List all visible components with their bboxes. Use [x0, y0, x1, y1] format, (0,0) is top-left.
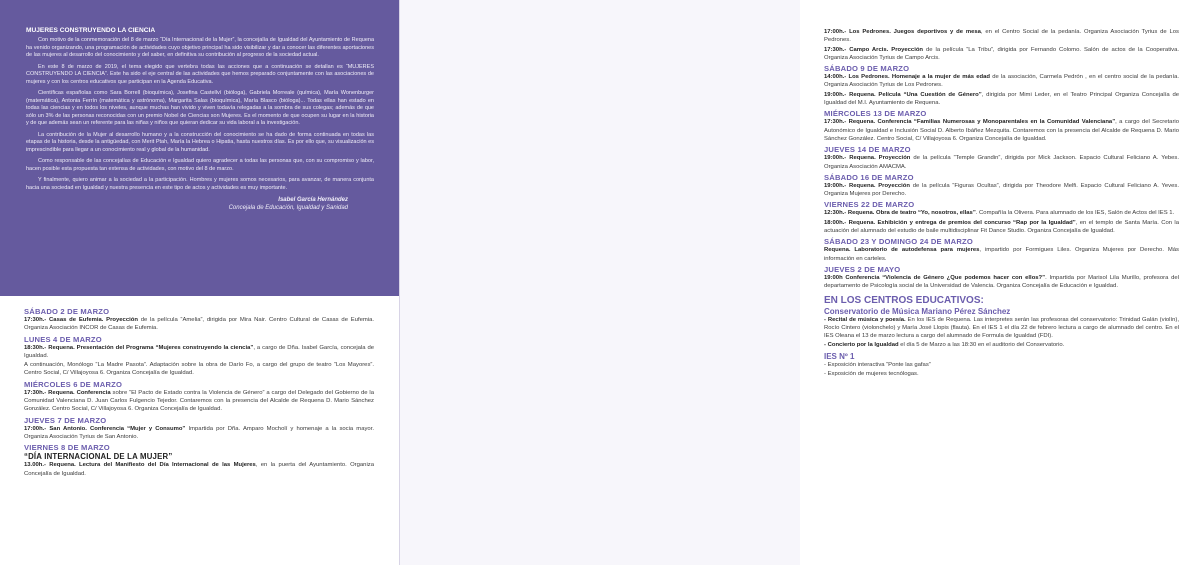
event-highlight: Requena. Laboratorio de autodefensa para mujeres — [824, 247, 980, 254]
intro-paragraph: Científicas españolas como Sara Borrell (bioquímica), Josefina Castellví (bióloga), Gabriela Morreale (química), María Wonenburger (matemática), Antonia Ferrín (matemática y astrónoma), Margarita Salas (bioquímica), María Blasco (bióloga)... Todas ellas han estado en todas las ciencias y en todos los niveles, aunque muchas han vivido y viven todavía relegadas a la sombra de sus colegas; además de que sólo un 3% de las personas reconocidas con un premio Nobel de Ciencias son Mujeres. Es el momento de que ocupen su lugar en la historia y de que además sean un referente para las niñas y niños que quieran dedicar su vida laboral a la investigación. — [26, 90, 374, 126]
event-highlight: 18:00h.- Requena. Exhibición y entrega de premios del concurso “Rap por la Igualdad” — [824, 219, 1076, 226]
event-detail: , a cargo de Dña. Isabel García, concejala de Igualdad. — [24, 344, 374, 359]
event-highlight: - Recital de música y poesía. — [824, 316, 906, 323]
event-date-heading: VIERNES 8 DE MARZO — [24, 443, 110, 453]
event-text — [24, 389, 374, 414]
intro-title: MUJERES CONSTRUYENDO LA CIENCIA — [26, 27, 156, 34]
intro-paragraph: Como responsable de las concejalías de Educación e Igualdad quiero agradecer a todas las personas que, con su compromiso y labor, hacen posible esta propuesta tan extensa de actividades, con motivo del 8 de marzo. — [26, 158, 374, 172]
event-date-heading: SÁBADO 9 DE MARZO — [824, 64, 910, 74]
event-text — [24, 361, 374, 378]
event-detail: , en el Centro Social de la pedanía. Organiza Asociación Tyrius de Los Pedrones. — [824, 29, 1179, 44]
event-date-heading: MIÉRCOLES 6 DE MARZO — [24, 379, 123, 389]
event-highlight: 17:30h.- Requena. Conferencia — [24, 389, 111, 396]
event-detail: , en la puerta del Ayuntamiento. Organiza Concejalía de Igualdad. — [24, 462, 374, 477]
conservatorio-items — [824, 316, 1179, 350]
event-highlight: 18:30h.- Requena. Presentación del Programa “Mujeres construyendo la ciencia” — [24, 344, 254, 351]
right-events-schedule — [824, 28, 1179, 291]
event-text — [824, 246, 1179, 263]
event-detail: el día 5 de Marzo a las 18:30 en el auditorio del Conservatorio. — [898, 342, 1065, 349]
conservatorio-title: Conservatorio de Música Mariano Pérez Sánchez — [824, 306, 1011, 316]
event-text — [824, 219, 1179, 236]
left-event-list — [24, 305, 374, 479]
event-detail: . Impartida por Marisol Lila Murillo, profesora del departamento de Psicología social de la Universidad de Valencia. Organiza Concejalía de Educación e Igualdad. — [824, 274, 1179, 290]
event-text — [824, 91, 1179, 108]
event-date-heading: JUEVES 14 DE MARZO — [824, 145, 911, 155]
event-text — [824, 209, 1179, 217]
intro-paragraph: En este 8 de marzo de 2019, el tema elegido que vertebra todas las acciones que a continuación se detallan es “MUJERES CONSTRUYENDO LA CIENCIA”. Este ha sido el eje central de las actividades que hemos preparado conjuntamente con las asociaciones de mujeres y con los centros educativos que participan en la Agenda Educativa. — [26, 63, 374, 85]
event-detail: de la película “Amelia”, dirigida por Mira Nair. Centro Cultural de Casas de Eufemia. Organiza Asociación INCOR de Casas de Eufemia. — [24, 317, 374, 332]
event-detail: A continuación, Monólogo “La Madre Pasota”. Adaptación sobre la obra de Darío Fo, a cargo del grupo de teatro “Los Mayores”. Centro Social, C/ Villajoyosa 6. Organiza Concejalía de Igualdad. — [24, 362, 374, 377]
event-highlight: 17:30h.- Campo Arcis. Proyección — [824, 46, 924, 53]
event-highlight: 17:00h.- Los Pedrones. Juegos deportivos y de mesa — [824, 29, 981, 35]
event-text — [824, 361, 1179, 369]
event-text — [824, 182, 1179, 199]
event-banner: “DÍA INTERNACIONAL DE LA MUJER” — [24, 452, 173, 462]
event-text — [824, 46, 1179, 63]
event-detail: - Exposición de mujeres tecnólogas. — [824, 371, 919, 378]
event-detail: , impartido por Formigues Liles. Organiza Mujeres por Derecho. Más información en carteles. — [824, 247, 1179, 262]
event-text — [24, 425, 374, 442]
event-detail: - Exposición interactiva “Ponte las gafas” — [824, 361, 931, 368]
event-detail: En los IES de Requena. Las interpretes serán las profesoras del conservatorio: Trinidad Galán (violín), Rocío Cintero (violonchelo) y María José Llopis (flauta). En el IES 1 el día 22 de febrero lectura a cargo de alumnado del centro. En el IES Oleana el 13 de marzo lectura a cargo del alumnado de Formula de Igualdad (FDI). — [824, 316, 1179, 340]
signature-role: Concejala de Educación, Igualdad y Sanidad — [228, 205, 348, 211]
intro-paragraph: La contribución de la Mujer al desarrollo humano y a la construcción del conocimiento se ha dado de forma continuada en todas las etapas de la historia, desde la antigüedad, con Merit Ptah, María la Hebrea o Hipatia, hasta nuestros días. Es por ello que, su visualización es imprescindible para llegar a un conocimiento real y global de la humanidad. — [26, 131, 374, 153]
event-text — [824, 154, 1179, 171]
event-detail: , a cargo del Secretario Autonómico de Igualdad e Inclusión Social D. Alberto Ibáñez Mezquita. Contaremos con la presencia del Alcalde de Requena D. Mario Sánchez González. Centro Social, C/ Villajoyosa 6. Organiza Concejalía de Igualdad. — [824, 119, 1179, 142]
event-text — [24, 461, 374, 478]
event-highlight: - Concierto por la Igualdad — [824, 342, 899, 349]
event-detail: , dirigida por Mimi Leder, en el Teatro Principal Organiza Concejalía de Igualdad del M.I. Ayuntamiento de Requena. — [824, 91, 1179, 107]
event-text — [824, 73, 1179, 90]
event-detail: Impartida por Dña. Amparo Mocholí y homenaje a la socia mayor. Organiza Asociación Tyrius de San Antonio. — [24, 425, 374, 440]
event-text — [824, 370, 1179, 378]
event-date-heading: VIERNES 22 DE MARZO — [824, 200, 915, 210]
event-highlight: 17:00h.- San Antonio. Conferencia “Mujer y Consumo” — [24, 425, 186, 432]
event-date-heading: JUEVES 2 DE MAYO — [824, 264, 901, 274]
intro-text — [26, 37, 374, 192]
event-detail: sobre “El Pacto de Estado contra la Violencia de Género” a cargo del Delegado del Gobierno de la Comunidad Valenciana D. Juan Carlos Fulgencio Tejedor. Contaremos con la presencia del Alcalde de Requena D. Mario Sánchez González. Centro Social, C/ Villajoyosa 6. Organiza Concejalía de Igualdad. — [24, 389, 374, 413]
event-text — [824, 28, 1179, 45]
intro-paragraph: Con motivo de la conmemoración del 8 de marzo “Día Internacional de la Mujer”, la concejalía de Igualdad del Ayuntamiento de Requena ha venido organizando, una programación de actividades cuyo objetivo principal ha sido visibilizar y dar a conocer las diferentes aportaciones de las mujeres al desarrollo del conocimiento y del saber, en definitiva su contribución al progreso de la sociedad actual. — [26, 37, 374, 58]
event-date-heading: SÁBADO 16 DE MARZO — [824, 172, 914, 182]
event-detail: de la película “Temple Grandin”, dirigida por Mick Jackson. Espacio Cultural Feliciano A. Yebes. Organiza Asociación AMACMA. — [824, 155, 1179, 170]
event-highlight: 14:00h.- Los Pedrones. Homenaje a la mujer de más edad — [824, 74, 990, 81]
event-text — [824, 316, 1179, 341]
event-date-heading: LUNES 4 DE MARZO — [24, 334, 102, 344]
event-text — [824, 118, 1179, 143]
event-detail: de la película “Figuras Ocultas”, dirigida por Theodore Melfi. Espacio Cultural Feliciano A. Yeves. Organiza Mujeres por Derecho. — [824, 182, 1179, 198]
ies-items — [824, 361, 1179, 379]
event-date-heading: MIÉRCOLES 13 DE MARZO — [824, 109, 927, 119]
event-highlight: 12:30h.- Requena. Obra de teatro “Yo, nosotros, ellas” — [824, 210, 976, 217]
event-date-heading: JUEVES 7 DE MARZO — [24, 415, 107, 425]
event-highlight: 19:00h.- Requena. Proyección — [824, 182, 910, 189]
event-highlight: 19:00h.- Requena. Proyección — [824, 155, 911, 162]
event-detail: de la asociación, Carmela Pedrón , en el centro social de la pedanía. Organiza Asociación Tyrius de Los Pedrones. — [824, 74, 1179, 89]
event-detail: . Compañía la Olivera. Para alumnado de los IES, Salón de Actos del IES 1. — [975, 210, 1175, 217]
edu-section-title: EN LOS CENTROS EDUCATIVOS: — [824, 294, 984, 306]
signature — [26, 196, 374, 212]
event-highlight: 17:30h.- Requena. Conferencia “Familias Numerosas y Monoparentales en la Comunidad Valenciana” — [824, 119, 1116, 126]
right-event-list — [824, 28, 1179, 379]
intro-paragraph: Y finalmente, quiero animar a la sociedad a la participación. Hombres y mujeres somos necesarios, para avanzar, de manera conjunta hacia una sociedad en Igualdad y nuestra presencia en este tipo de actos y actividades es muy importante. — [26, 177, 374, 191]
event-highlight: 19:00h.- Requena. Película “Una Cuestión de Género” — [824, 91, 982, 98]
event-detail: de la película “La Tribu”, dirigida por Fernando Colomo. Salón de actos de la Cooperativa. Organiza Asociación Tyrius de Campo Arcis. — [824, 46, 1179, 61]
signature-name: Isabel García Hernández — [278, 197, 348, 203]
event-highlight: 19:00h Conferencia “Violencia de Género ¿Que podemos hacer con ellos?” — [824, 274, 1046, 281]
event-text — [824, 341, 1179, 349]
event-detail: , en el templo de Santa María. Con la actuación del alumnado del estudio de baile multidisciplinar Fit Dance Studio. Organiza Concejalía de Igualdad. — [824, 219, 1179, 235]
event-text — [24, 316, 374, 333]
event-highlight: 17:30h.- Casas de Eufemia. Proyección — [24, 317, 138, 323]
ies-title: IES Nº 1 — [824, 351, 855, 361]
event-date-heading: SÁBADO 2 DE MARZO — [24, 307, 110, 316]
intro-box — [0, 0, 400, 296]
event-highlight: 13.00h.- Requena. Lectura del Manifiesto del Día Internacional de las Mujeres — [24, 462, 256, 469]
left-page — [0, 0, 400, 565]
event-text — [824, 274, 1179, 291]
event-date-heading: SÁBADO 23 Y DOMINGO 24 DE MARZO — [824, 237, 973, 247]
event-text — [24, 344, 374, 361]
right-page — [400, 0, 1179, 565]
